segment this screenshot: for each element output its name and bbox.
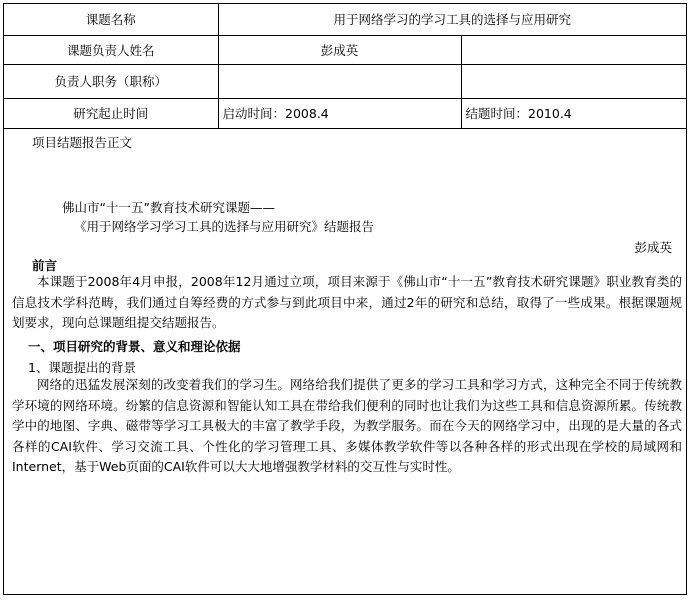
author-name: 彭成英	[634, 240, 672, 255]
table-row	[4, 64, 686, 98]
leader-value: 彭成英	[218, 35, 461, 64]
table-row	[4, 4, 686, 35]
leader-label: 课题负责人姓名	[4, 35, 218, 64]
end-cell	[461, 98, 686, 128]
preface-heading: 前言	[32, 258, 58, 273]
position-extra-cell	[461, 64, 686, 98]
start-cell	[218, 98, 461, 128]
project-name-label: 课题名称	[4, 4, 218, 35]
table-row	[4, 35, 686, 64]
section-label: 项目结题报告正文	[32, 135, 133, 150]
project-name-value: 用于网络学习的学习工具的选择与应用研究	[218, 4, 686, 35]
position-label: 负责人职务（职称）	[4, 64, 218, 98]
subsection-1-heading: 1、课题提出的背景	[28, 360, 136, 375]
preface-paragraph: 本课题于2008年4月申报，2008年12月通过立项，项目来源于《佛山市“十一五”教育技术研究课题》职业教育类的信息技术学科范畴，我们通过自筹经费的方式参与到此项目中来，通过2年的研究和总结，取得了一些成果。根据课题规划要求，现向总课题组提交结题报告。	[12, 274, 682, 330]
document-page	[3, 3, 687, 595]
leader-extra-cell	[461, 35, 686, 64]
period-label: 研究起止时间	[4, 98, 218, 128]
report-title-line-2: 《用于网络学习学习工具的选择与应用研究》结题报告	[74, 219, 375, 234]
background-paragraph: 网络的迅猛发展深刻的改变着我们的学习生。网络给我们提供了更多的学习工具和学习方式，这种完全不同于传统教学环境的网络环境。纷繁的信息资源和智能认知工具在带给我们便利的同时也让我们为这些工具和信息资源所累。传统教学中的地图、字典、磁带等学习工具极大的丰富了教学手段，为教学服务。而在今天的网络学习中，出现的是大量的各式各样的CAI软件、学习交流工具、个性化的学习管理工具、多媒体教学软件等以各种各样的形式出现在学校的局域网和Internet，基于Web页面的CAI软件可以大大地增强教学材料的交互性与实时性。	[12, 377, 682, 474]
table-row	[4, 98, 686, 128]
end-label: 结题时间：	[465, 106, 529, 121]
start-value: 2008.4	[285, 106, 329, 121]
end-value: 2010.4	[528, 106, 572, 121]
project-info-table	[4, 4, 686, 129]
report-title-line-1: 佛山市“十一五”教育技术研究课题——	[62, 200, 275, 215]
start-label: 启动时间：	[222, 106, 286, 121]
position-value	[218, 64, 461, 98]
section-1-heading: 一、项目研究的背景、意义和理论依据	[28, 339, 241, 354]
